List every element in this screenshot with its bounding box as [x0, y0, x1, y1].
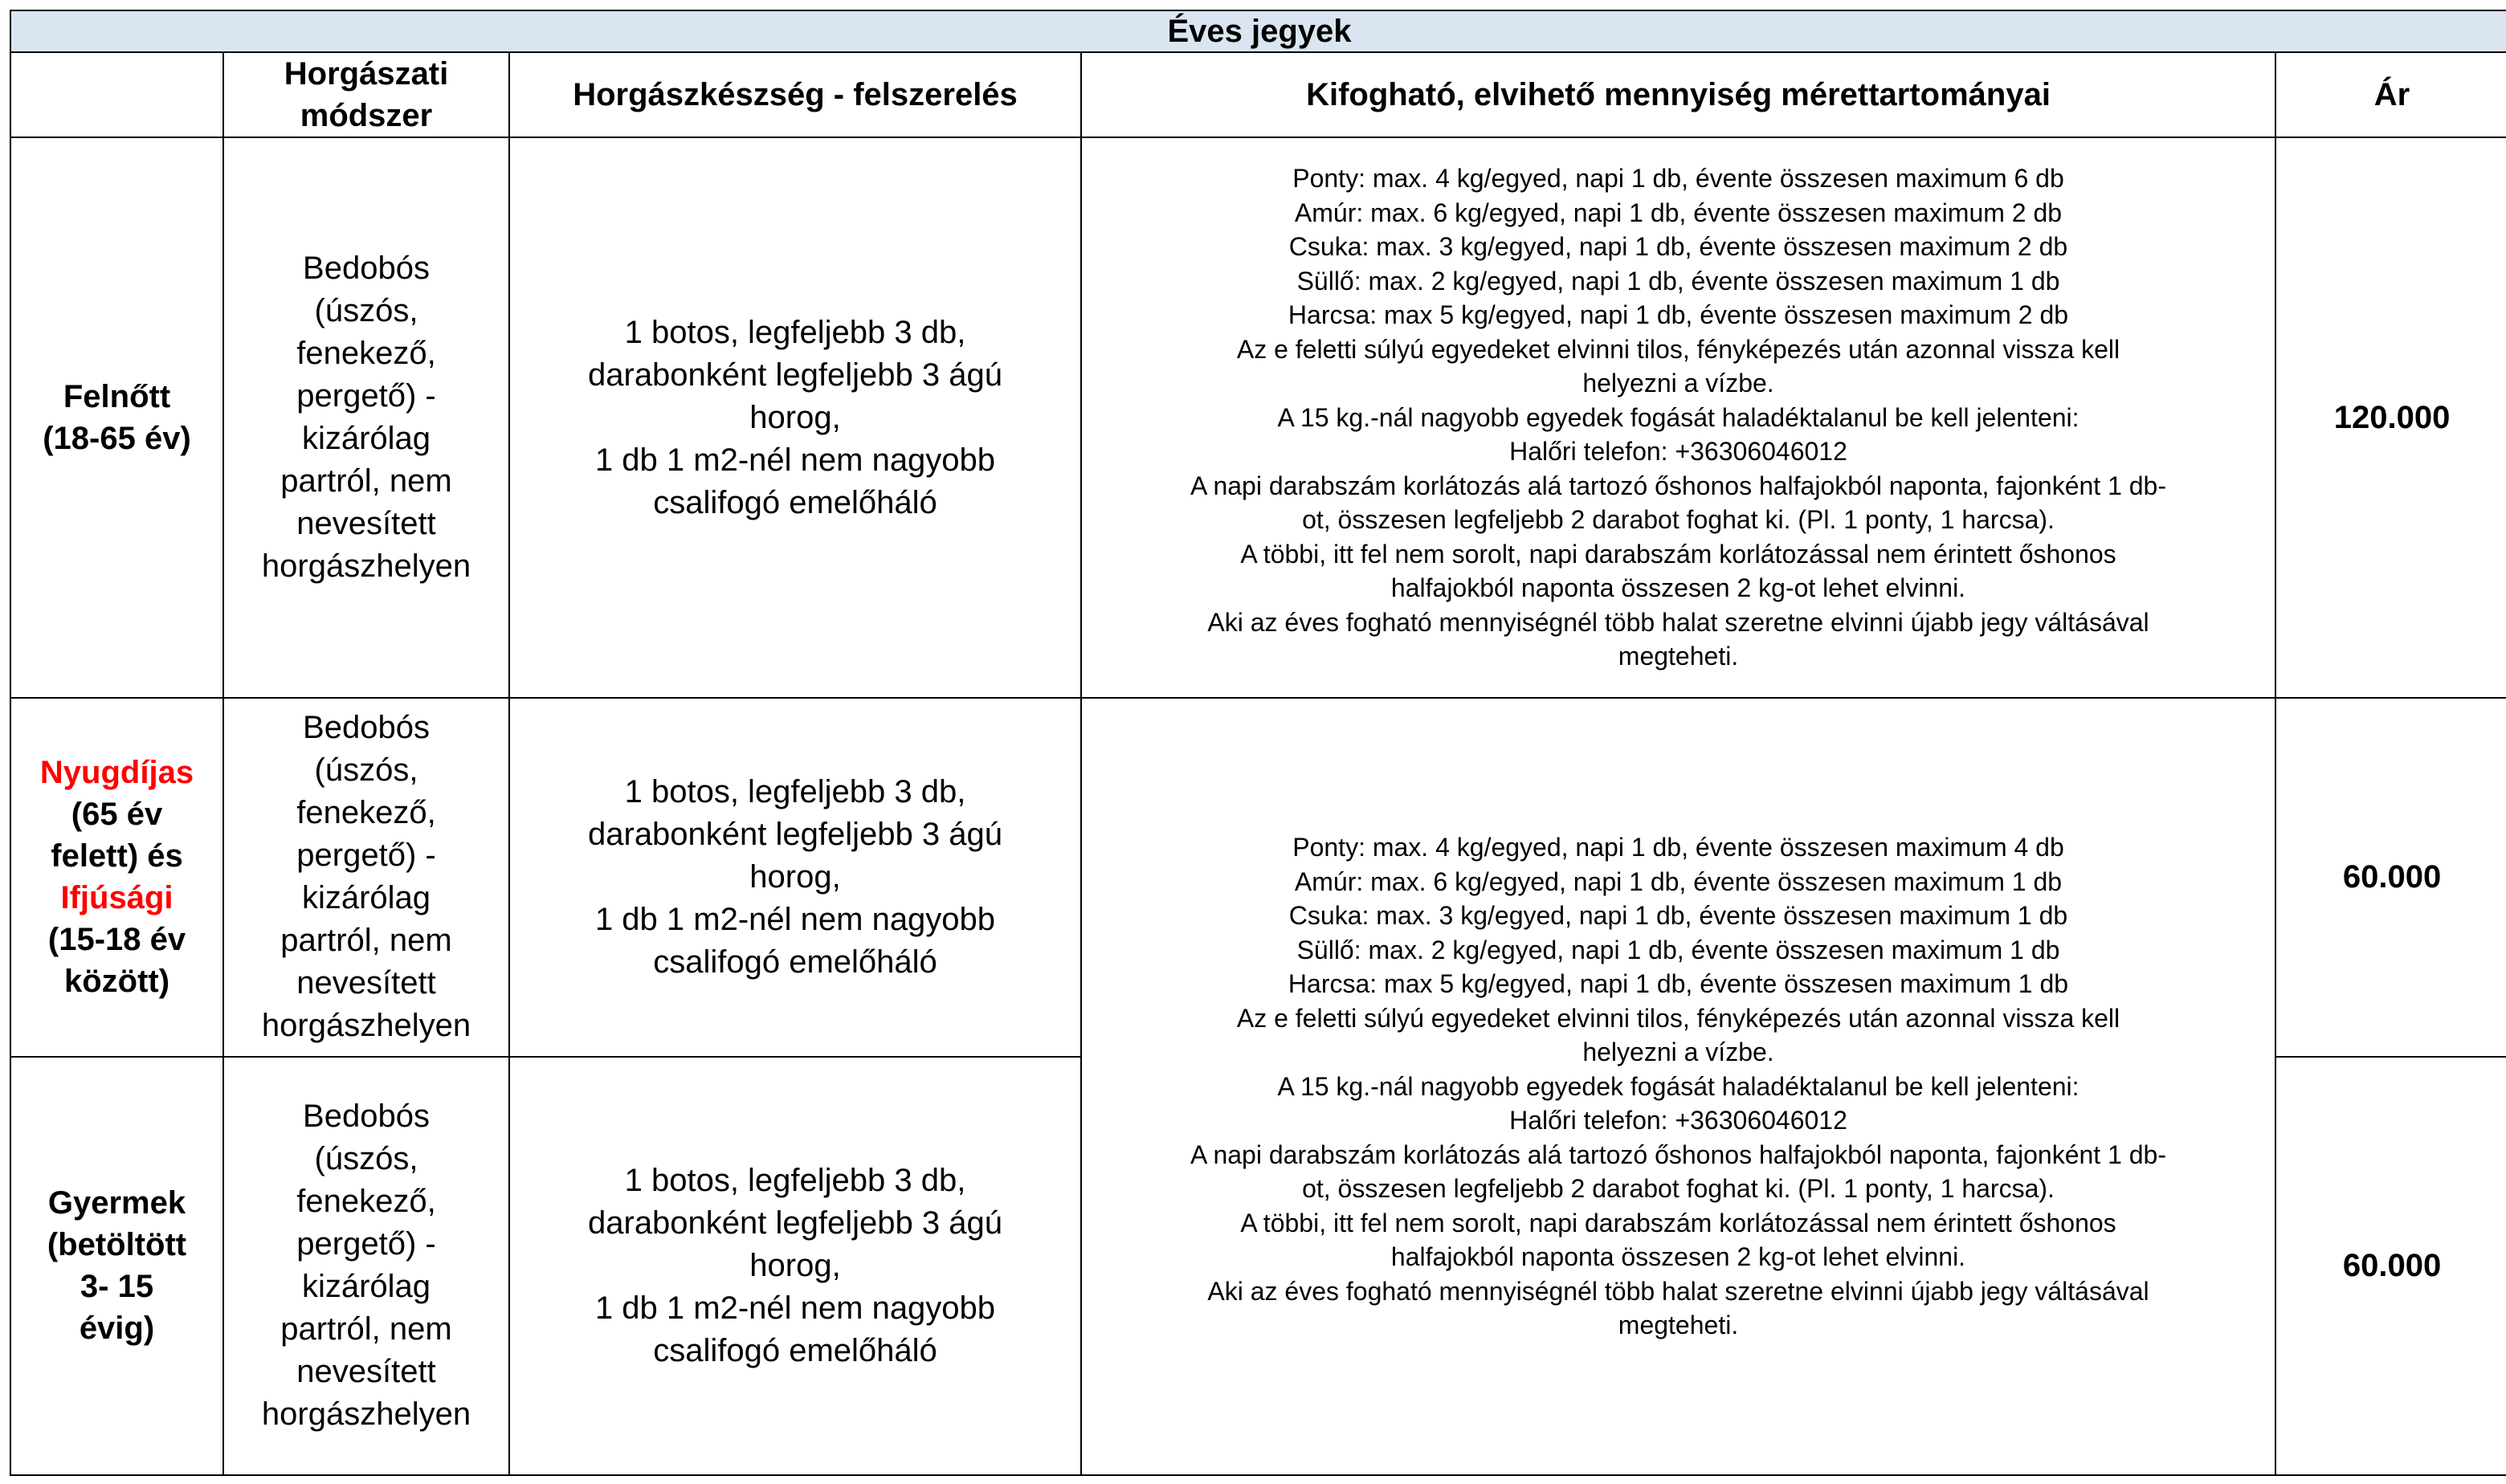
method-line: (úszós, [314, 293, 418, 329]
rules-reduced [1081, 698, 2275, 1475]
gear-line: csalifogó emelőháló [653, 944, 937, 980]
method-line: horgászhelyen [261, 548, 471, 585]
method-line: horgászhelyen [261, 1008, 471, 1044]
rule-line: Süllő: max. 2 kg/egyed, napi 1 db, évente összesen maximum 1 db [1296, 266, 2060, 296]
rule-line: A napi darabszám korlátozás alá tartozó őshonos halfajokból naponta, fajonként 1 db- [1190, 1140, 2166, 1169]
category-line: 3- 15 [80, 1269, 154, 1305]
rule-line: helyezni a vízbe. [1582, 1038, 1774, 1067]
category-line: (15-18 év [47, 922, 186, 958]
method-line: (úszós, [314, 752, 418, 789]
category-line: Felnőtt [63, 379, 171, 415]
rule-line: halfajokból naponta összesen 2 kg-ot lehet elvinni. [1390, 1242, 1966, 1272]
rule-line: A napi darabszám korlátozás alá tartozó őshonos halfajokból naponta, fajonként 1 db- [1190, 471, 2166, 500]
method-line: partról, nem [280, 1311, 452, 1347]
method-cell [223, 137, 509, 698]
gear-line: horog, [749, 399, 841, 435]
category-line: Gyermek [47, 1185, 186, 1221]
header-category [10, 52, 223, 137]
price-child: 60.000 [2275, 1057, 2506, 1475]
rule-line: Az e feletti súlyú egyedeket elvinni tilos, fényképezés után azonnal vissza kell [1236, 334, 2120, 364]
method-line: pergető) - [296, 378, 436, 414]
table-row [10, 698, 2506, 1057]
rule-line: Halőri telefon: +36306046012 [1509, 1106, 1847, 1135]
rule-line: Aki az éves fogható mennyiségnél több halat szeretne elvinni újabb jegy váltásával [1207, 607, 2149, 637]
category-highlight: Nyugdíjas [39, 755, 194, 791]
category-pensioner-youth [10, 698, 223, 1057]
rule-line: A 15 kg.-nál nagyobb egyedek fogását haladéktalanul be kell jelenteni: [1277, 402, 2079, 432]
method-line: nevesített [296, 506, 436, 542]
method-cell [223, 1057, 509, 1475]
method-line: partról, nem [280, 923, 452, 959]
header-method [223, 52, 509, 137]
gear-cell [509, 137, 1081, 698]
category-highlight: Ifjúsági [60, 880, 173, 916]
category-line: évig) [79, 1311, 155, 1347]
table-row [10, 137, 2506, 698]
gear-line: csalifogó emelőháló [653, 484, 937, 520]
rule-line: Az e feletti súlyú egyedeket elvinni tilos, fényképezés után azonnal vissza kell [1236, 1003, 2120, 1033]
annual-tickets-table [10, 10, 2506, 1476]
category-child [10, 1057, 223, 1475]
gear-cell [509, 698, 1081, 1057]
gear-line: 1 db 1 m2-nél nem nagyobb [594, 1290, 996, 1326]
rule-line: A 15 kg.-nál nagyobb egyedek fogását haladéktalanul be kell jelenteni: [1277, 1071, 2079, 1101]
gear-line: csalifogó emelőháló [653, 1332, 937, 1368]
method-line: nevesített [296, 1354, 436, 1390]
rule-line: ot, összesen legfeljebb 2 darabot foghat ki. (Pl. 1 ponty, 1 harcsa). [1302, 505, 2055, 535]
method-line: Bedobós [303, 251, 430, 287]
rule-line: megteheti. [1618, 1311, 1739, 1340]
method-line: Bedobós [303, 710, 430, 746]
gear-line: 1 botos, legfeljebb 3 db, [624, 314, 966, 350]
gear-cell [509, 1057, 1081, 1475]
gear-line: darabonként legfeljebb 3 ágú [588, 357, 1002, 393]
gear-line: horog, [749, 1247, 841, 1283]
method-line: nevesített [296, 965, 436, 1001]
header-price: Ár [2275, 52, 2506, 137]
rule-line: Amúr: max. 6 kg/egyed, napi 1 db, évente összesen maximum 1 db [1294, 866, 2063, 896]
method-cell [223, 698, 509, 1057]
rule-line: Ponty: max. 4 kg/egyed, napi 1 db, évente összesen maximum 4 db [1292, 833, 2064, 862]
rule-line: Csuka: max. 3 kg/egyed, napi 1 db, évente összesen maximum 1 db [1288, 901, 2068, 931]
rule-line: ot, összesen legfeljebb 2 darabot foghat ki. (Pl. 1 ponty, 1 harcsa). [1302, 1174, 2055, 1204]
rules-adult [1081, 137, 2275, 698]
gear-line: 1 botos, legfeljebb 3 db, [624, 1162, 966, 1198]
rule-line: A többi, itt fel nem sorolt, napi darabszám korlátozással nem érintett őshonos [1240, 539, 2116, 569]
method-line: (úszós, [314, 1141, 418, 1177]
rule-line: Harcsa: max 5 kg/egyed, napi 1 db, évente összesen maximum 1 db [1288, 969, 2069, 999]
gear-line: darabonként legfeljebb 3 ágú [588, 1205, 1002, 1241]
table-title: Éves jegyek [10, 10, 2506, 52]
category-adult [10, 137, 223, 698]
header-amounts: Kifogható, elvihető mennyiség mérettartományai [1081, 52, 2275, 137]
gear-line: horog, [749, 858, 841, 895]
price-adult: 120.000 [2275, 137, 2506, 698]
rule-line: Amúr: max. 6 kg/egyed, napi 1 db, évente összesen maximum 2 db [1294, 198, 2063, 227]
rule-line: A többi, itt fel nem sorolt, napi darabszám korlátozással nem érintett őshonos [1240, 1208, 2116, 1237]
method-line: fenekező, [296, 336, 436, 372]
rule-line: Ponty: max. 4 kg/egyed, napi 1 db, évente összesen maximum 6 db [1292, 164, 2064, 194]
method-line: kizárólag [301, 421, 431, 457]
rule-line: helyezni a vízbe. [1582, 369, 1774, 398]
method-line: pergető) - [296, 838, 436, 874]
gear-line: darabonként legfeljebb 3 ágú [588, 816, 1002, 852]
method-line: fenekező, [296, 795, 436, 831]
method-line: kizárólag [301, 1269, 431, 1305]
method-line: pergető) - [296, 1226, 436, 1262]
category-line: felett) és [51, 838, 183, 874]
rule-line: halfajokból naponta összesen 2 kg-ot lehet elvinni. [1390, 573, 1966, 603]
gear-line: 1 db 1 m2-nél nem nagyobb [594, 442, 996, 478]
gear-line: 1 db 1 m2-nél nem nagyobb [594, 901, 996, 937]
header-row [10, 52, 2506, 137]
rule-line: Aki az éves fogható mennyiségnél több halat szeretne elvinni újabb jegy váltásával [1207, 1276, 2149, 1306]
gear-line: 1 botos, legfeljebb 3 db, [624, 773, 966, 809]
category-line: (65 év [71, 797, 163, 833]
header-method-line: módszer [300, 98, 433, 134]
method-line: kizárólag [301, 880, 431, 916]
category-line: (18-65 év) [43, 421, 191, 457]
header-gear: Horgászkészség - felszerelés [509, 52, 1081, 137]
method-line: fenekező, [296, 1184, 436, 1220]
rule-line: megteheti. [1618, 642, 1739, 671]
category-line: (betöltött [47, 1227, 187, 1263]
rule-line: Harcsa: max 5 kg/egyed, napi 1 db, évente összesen maximum 2 db [1288, 300, 2069, 330]
rule-line: Halőri telefon: +36306046012 [1509, 437, 1847, 467]
rule-line: Csuka: max. 3 kg/egyed, napi 1 db, évente összesen maximum 2 db [1288, 232, 2068, 262]
header-method-line: Horgászati [284, 56, 449, 92]
category-line: között) [63, 964, 170, 1000]
rule-line: Süllő: max. 2 kg/egyed, napi 1 db, évente összesen maximum 1 db [1296, 935, 2060, 964]
method-line: Bedobós [303, 1099, 430, 1135]
method-line: partról, nem [280, 463, 452, 499]
method-line: horgászhelyen [261, 1396, 471, 1433]
price-pensioner-youth: 60.000 [2275, 698, 2506, 1057]
